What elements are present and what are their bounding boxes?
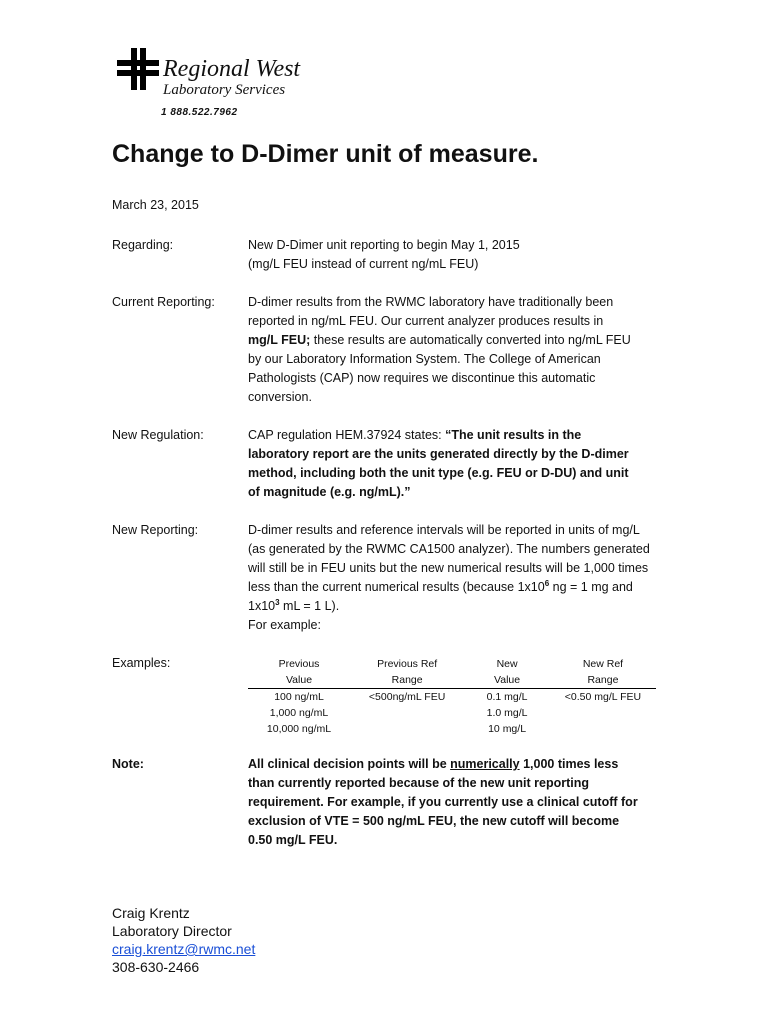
table-cell: 1,000 ng/mL bbox=[269, 707, 329, 719]
examples-label: Examples: bbox=[112, 656, 171, 670]
header-previous-ref-line-2: Range bbox=[391, 674, 423, 686]
table-cell: 0.1 mg/L bbox=[486, 691, 528, 703]
signature-block bbox=[112, 904, 255, 976]
table-cell bbox=[550, 705, 656, 721]
org-phone: 1 888.522.7962 bbox=[161, 107, 238, 118]
regarding-line-1: New D-Dimer unit reporting to begin May 1, 2015 bbox=[248, 238, 520, 252]
signature-email-link[interactable]: craig.krentz@rwmc.net bbox=[112, 941, 256, 957]
new-regulation-quote: “The unit results in the laboratory report are the units generated directly by the D-dimer method, including both the unit type (e.g. FEU or D-DU) and unit of magnitude (e.g. ng/mL).” bbox=[248, 428, 629, 499]
header-new-ref-line-1: New Ref bbox=[582, 658, 624, 670]
table-cell bbox=[350, 721, 464, 737]
examples-header-row bbox=[248, 656, 656, 689]
table-cell bbox=[350, 705, 464, 721]
signature-phone: 308-630-2466 bbox=[112, 959, 200, 975]
new-reporting-exponent-2: 3 bbox=[275, 597, 280, 607]
note-text-a: All clinical decision points will be bbox=[248, 757, 451, 771]
note-text bbox=[248, 755, 643, 850]
table-cell: <0.50 mg/L FEU bbox=[564, 691, 642, 703]
new-reporting-text bbox=[248, 521, 660, 635]
new-reporting-text-c: mL = 1 L). bbox=[279, 599, 340, 613]
table-cell: <500ng/mL FEU bbox=[368, 691, 446, 703]
table-cell bbox=[550, 721, 656, 737]
new-reporting-label: New Reporting: bbox=[112, 523, 199, 537]
header-previous-value bbox=[248, 656, 350, 689]
regarding-text bbox=[248, 236, 668, 274]
org-subtitle: Laboratory Services bbox=[163, 82, 286, 98]
table-row bbox=[248, 689, 656, 706]
table-cell: 100 ng/mL bbox=[274, 691, 324, 703]
document-date: March 23, 2015 bbox=[112, 198, 199, 212]
new-reporting-exponent-1: 6 bbox=[544, 578, 550, 588]
note-underlined: numerically bbox=[450, 757, 520, 771]
current-reporting-label: Current Reporting: bbox=[112, 295, 215, 309]
current-reporting-text bbox=[248, 293, 633, 407]
current-reporting-bold: mg/L FEU; bbox=[248, 333, 311, 347]
org-name: Regional West bbox=[163, 56, 301, 82]
table-row bbox=[248, 721, 656, 737]
table-row bbox=[248, 705, 656, 721]
current-reporting-text-b: these results are automatically converted into ng/mL FEU by our Laboratory Information System. The College of American Pathologists (CAP) now requires we discontinue this automatic conversion. bbox=[248, 333, 631, 404]
header-new-value-line-2: Value bbox=[494, 674, 521, 686]
new-reporting-text-b: ng = 1 mg and 1x10 bbox=[248, 580, 633, 613]
new-regulation-text-a: CAP regulation HEM.37924 states: bbox=[248, 428, 446, 442]
new-regulation-text bbox=[248, 426, 633, 502]
header-new-ref-range bbox=[550, 656, 656, 689]
header-previous-value-line-1: Previous bbox=[278, 658, 320, 670]
note-text-b: 1,000 times less than currently reported because of the new unit reporting requirement. For example, if you currently use a clinical cutoff for exclusion of VTE = 500 ng/mL FEU, the new cutoff will become 0.50 mg/L FEU. bbox=[248, 757, 638, 847]
header-previous-ref-line-1: Previous Ref bbox=[377, 658, 438, 670]
header-previous-value-line-2: Value bbox=[285, 674, 313, 686]
new-reporting-text-a: D-dimer results and reference intervals will be reported in units of mg/L (as generated by the RWMC CA1500 analyzer). The numbers generated will still be in FEU units but the new numerical results will be 1,000 times less than the current numerical results (because 1x10 bbox=[248, 523, 650, 594]
examples-table bbox=[248, 656, 656, 737]
note-label: Note: bbox=[112, 757, 144, 771]
signature-name: Craig Krentz bbox=[112, 905, 190, 921]
header-new-ref-line-2: Range bbox=[587, 674, 619, 686]
table-cell: 10 mg/L bbox=[488, 723, 527, 735]
table-cell: 1.0 mg/L bbox=[486, 707, 528, 719]
document-title: Change to D-Dimer unit of measure. bbox=[112, 140, 539, 168]
new-regulation-label: New Regulation: bbox=[112, 428, 204, 442]
signature-role: Laboratory Director bbox=[112, 923, 232, 939]
header-new-value-line-1: New bbox=[496, 658, 518, 670]
regarding-label: Regarding: bbox=[112, 238, 174, 252]
regional-west-logo-icon bbox=[117, 48, 159, 90]
header-new-value bbox=[464, 656, 550, 689]
new-reporting-text-d: For example: bbox=[248, 618, 321, 632]
table-cell: 10,000 ng/mL bbox=[266, 723, 332, 735]
current-reporting-text-a: D-dimer results from the RWMC laboratory have traditionally been reported in ng/mL FEU. Our current analyzer produces results in bbox=[248, 295, 614, 328]
header-previous-ref-range bbox=[350, 656, 464, 689]
regarding-line-2: (mg/L FEU instead of current ng/mL FEU) bbox=[248, 257, 479, 271]
